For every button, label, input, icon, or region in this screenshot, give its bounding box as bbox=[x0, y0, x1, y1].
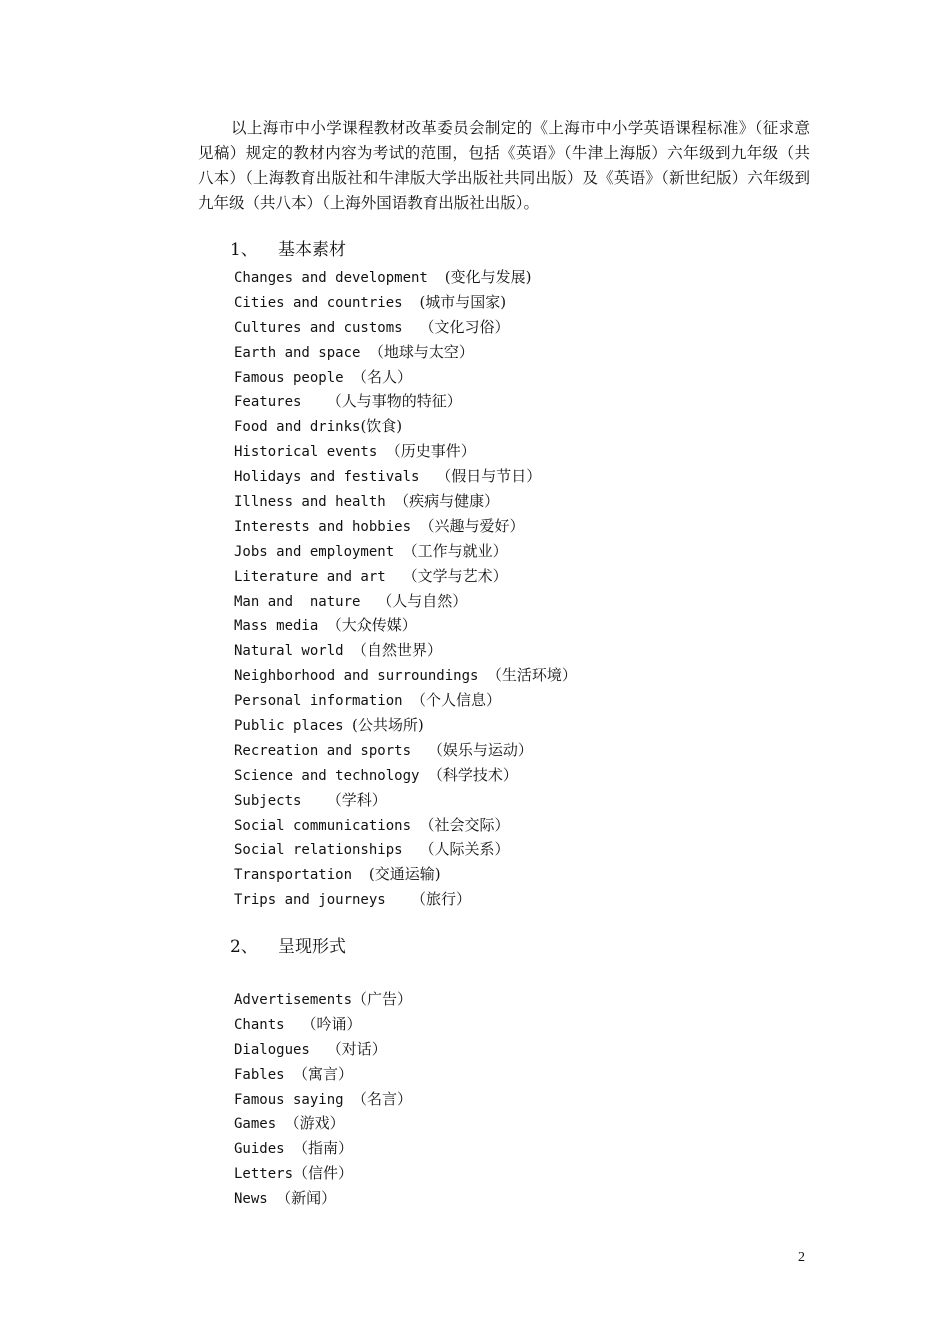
topic-chinese: （文学与艺术） bbox=[402, 566, 508, 585]
topic-english: Features bbox=[234, 394, 327, 411]
topic-english: Guides bbox=[234, 1141, 294, 1158]
topic-english: Fables bbox=[234, 1066, 294, 1083]
list-item bbox=[234, 1087, 412, 1112]
topic-english: Holidays and festivals bbox=[234, 469, 437, 486]
topic-chinese: （广告） bbox=[352, 990, 413, 1008]
topic-english: Famous saying bbox=[234, 1091, 353, 1108]
topic-english: Subjects bbox=[234, 792, 327, 809]
section-title: 呈现形式 bbox=[278, 937, 346, 957]
topic-chinese: （历史事件） bbox=[385, 442, 476, 461]
list-item bbox=[234, 1186, 412, 1211]
list-item bbox=[234, 439, 577, 464]
topic-english: Trips and journeys bbox=[234, 892, 412, 909]
list-item bbox=[234, 340, 577, 365]
topic-english: Transportation bbox=[234, 867, 369, 884]
section-heading-materials bbox=[230, 238, 346, 262]
materials-list bbox=[234, 265, 577, 912]
list-item bbox=[234, 1111, 412, 1136]
topic-english: Science and technology bbox=[234, 767, 428, 784]
list-item bbox=[234, 688, 577, 713]
topic-chinese: （寓言） bbox=[293, 1064, 354, 1083]
list-item bbox=[234, 763, 577, 788]
list-item bbox=[234, 315, 577, 340]
forms-list bbox=[234, 987, 412, 1211]
topic-chinese: （文化习俗） bbox=[419, 317, 510, 336]
topic-chinese: (城市与国家) bbox=[419, 292, 507, 311]
topic-chinese: （人与自然） bbox=[377, 591, 468, 610]
list-item bbox=[234, 539, 577, 564]
list-item bbox=[234, 265, 577, 290]
topic-english: Famous people bbox=[234, 369, 353, 386]
topic-chinese: (交通运输) bbox=[368, 865, 441, 884]
section-number: 2、 bbox=[230, 937, 258, 957]
topic-chinese: （科学技术） bbox=[427, 765, 518, 784]
topic-chinese: （学科） bbox=[326, 790, 387, 809]
list-item bbox=[234, 837, 577, 862]
topic-english: Natural world bbox=[234, 643, 353, 660]
section-heading-forms bbox=[230, 935, 346, 959]
list-item bbox=[234, 663, 577, 688]
list-item bbox=[234, 365, 577, 390]
topic-chinese: （人与事物的特征） bbox=[326, 392, 462, 411]
topic-english: Cultures and customs bbox=[234, 319, 420, 336]
list-item bbox=[234, 290, 577, 315]
topic-english: Literature and art bbox=[234, 568, 403, 585]
topic-english: Jobs and employment bbox=[234, 543, 403, 560]
topic-chinese: （人际关系） bbox=[419, 840, 510, 859]
section-number: 1、 bbox=[230, 240, 258, 260]
topic-english: Social communications bbox=[234, 817, 420, 834]
topic-chinese: (饮食) bbox=[360, 417, 403, 436]
list-item bbox=[234, 862, 577, 887]
topic-chinese: （新闻） bbox=[276, 1189, 337, 1208]
topic-english: Advertisements bbox=[234, 992, 353, 1008]
topic-chinese: （假日与节日） bbox=[436, 467, 542, 486]
topic-english: Changes and development bbox=[234, 270, 445, 286]
intro-paragraph: 以上海市中小学课程教材改革委员会制定的《上海市中小学英语课程标准》（征求意见稿）规定的教材内容为考试的范围，包括《英语》（牛津上海版）六年级到九年级（共八本）（上海教育出版社和牛津版大学出版社共同出版）及《英语》（新世纪版）六年级到九年级（共八本）（上海外国语教育出版社出版）。 bbox=[198, 119, 810, 212]
topic-chinese: （地球与太空） bbox=[368, 342, 474, 361]
topic-english: Personal information bbox=[234, 693, 412, 710]
list-item bbox=[234, 1161, 412, 1186]
topic-chinese: （名言） bbox=[352, 1089, 413, 1108]
topic-english: Letters bbox=[234, 1166, 294, 1183]
list-item bbox=[234, 813, 577, 838]
list-item bbox=[234, 713, 577, 738]
topic-english: Neighborhood and surroundings bbox=[234, 668, 487, 685]
topic-english: Illness and health bbox=[234, 494, 395, 511]
list-item bbox=[234, 738, 577, 763]
topic-english: Food and drinks bbox=[234, 419, 361, 436]
list-item bbox=[234, 414, 577, 439]
list-item bbox=[234, 1136, 412, 1161]
topic-chinese: （个人信息） bbox=[411, 691, 502, 710]
topic-chinese: （疾病与健康） bbox=[394, 492, 500, 511]
section-title: 基本素材 bbox=[278, 240, 346, 260]
topic-chinese: （娱乐与运动） bbox=[427, 740, 533, 759]
page-number: 2 bbox=[798, 1250, 805, 1265]
topic-english: Cities and countries bbox=[234, 294, 420, 311]
list-item bbox=[234, 1012, 412, 1037]
topic-chinese: （自然世界） bbox=[352, 641, 443, 660]
topic-english: Public places bbox=[234, 718, 353, 735]
topic-chinese: （工作与就业） bbox=[402, 541, 508, 560]
topic-chinese: （社会交际） bbox=[419, 815, 510, 834]
list-item bbox=[234, 389, 577, 414]
topic-chinese: （对话） bbox=[326, 1039, 387, 1058]
topic-chinese: （生活环境） bbox=[486, 666, 577, 685]
topic-chinese: （大众传媒） bbox=[326, 616, 417, 635]
topic-english: News bbox=[234, 1191, 277, 1208]
topic-english: Games bbox=[234, 1116, 285, 1133]
list-item bbox=[234, 464, 577, 489]
topic-chinese: （游戏） bbox=[284, 1114, 345, 1133]
list-item bbox=[234, 1037, 412, 1062]
list-item bbox=[234, 489, 577, 514]
topic-english: Historical events bbox=[234, 444, 386, 461]
list-item bbox=[234, 788, 577, 813]
list-item bbox=[234, 887, 577, 912]
topic-chinese: （兴趣与爱好） bbox=[419, 516, 525, 535]
list-item bbox=[234, 987, 412, 1012]
topic-english: Recreation and sports bbox=[234, 742, 428, 759]
topic-chinese: （信件） bbox=[293, 1164, 354, 1183]
list-item bbox=[234, 638, 577, 663]
topic-english: Mass media bbox=[234, 618, 327, 635]
topic-english: Chants bbox=[234, 1016, 302, 1033]
list-item bbox=[234, 514, 577, 539]
topic-chinese: （指南） bbox=[293, 1139, 354, 1158]
topic-chinese: （旅行） bbox=[411, 890, 472, 909]
list-item bbox=[234, 613, 577, 638]
list-item bbox=[234, 564, 577, 589]
topic-english: Man and nature bbox=[234, 593, 378, 610]
topic-english: Earth and space bbox=[234, 344, 369, 361]
topic-chinese: （名人） bbox=[352, 367, 413, 386]
list-item bbox=[234, 589, 577, 614]
topic-english: Dialogues bbox=[234, 1041, 327, 1058]
list-item bbox=[234, 1062, 412, 1087]
topic-english: Interests and hobbies bbox=[234, 518, 420, 535]
topic-chinese: （吟诵） bbox=[301, 1014, 362, 1033]
topic-english: Social relationships bbox=[234, 842, 420, 859]
topic-chinese: (变化与发展) bbox=[444, 268, 532, 286]
topic-chinese: (公共场所) bbox=[352, 716, 424, 735]
